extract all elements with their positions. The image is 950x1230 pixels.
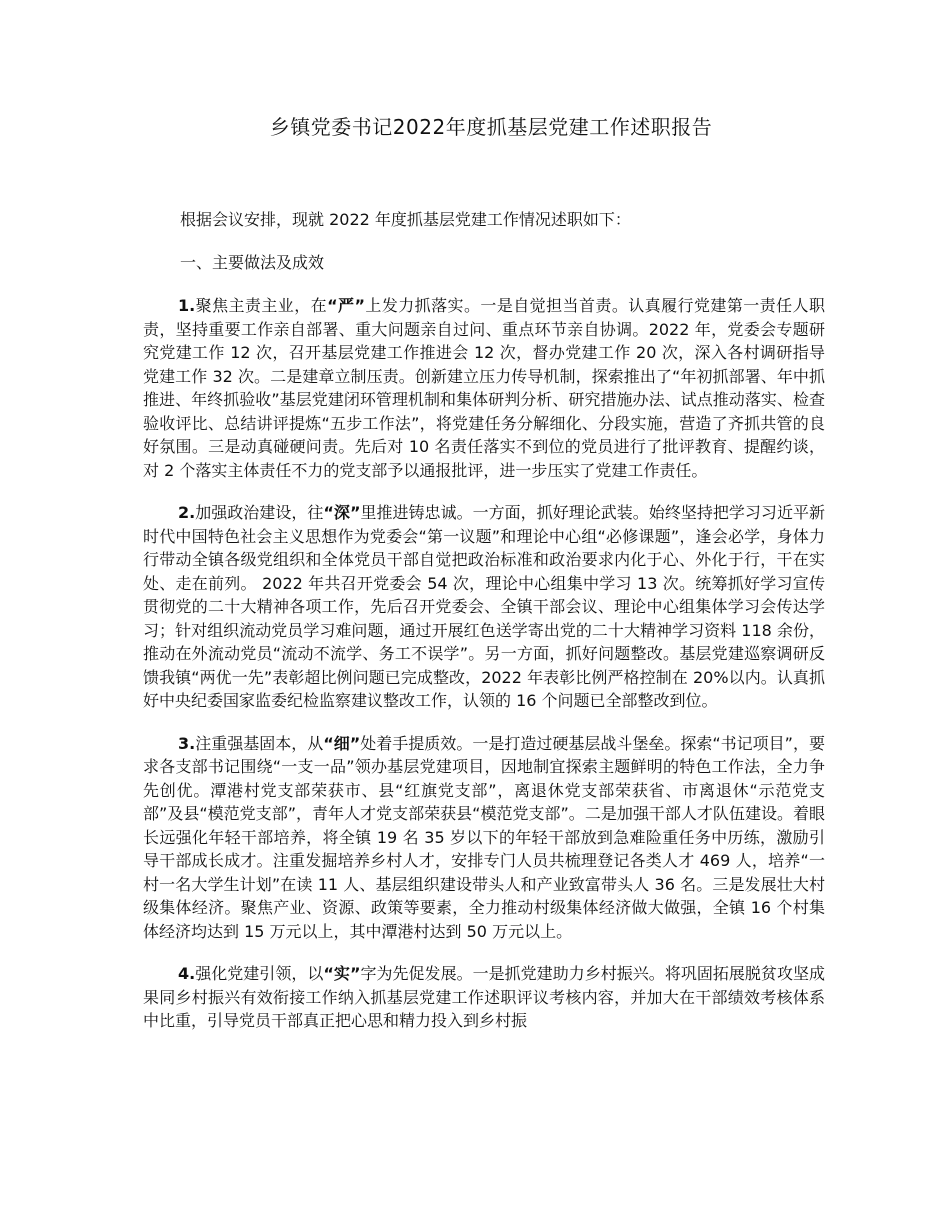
intro-paragraph: 根据会议安排，现就 2022 年度抓基层党建工作情况述职如下： [180,210,631,229]
paragraph-body: 字为先促发展。一是抓党建助力乡村振兴。将巩固拓展脱贫攻坚成果同乡村振兴有效衔接工作纳入抓基层党建工作述职评议考核内容，并加大在干部绩效考核体系中比重，引导党员干部真正把心思和精力投入到乡村振 [143,964,825,1030]
paragraph-number: 4. [178,964,196,983]
paragraph-keyword: “严” [327,296,365,315]
paragraph-body: 上发力抓落实。一是自觉担当首责。认真履行党建第一责任人职责，坚持重要工作亲自部署、重大问题亲自过问、重点环节亲自协调。2022 年，党委会专题研究党建工作 12 次，召开基层党建工作推进会 12 次，督办党建工作 20 次，深入各村调研指导党建工作 32 次。二是建章立制压责。创新建立压力传导机制，探索推出了“年初抓部署、年中抓推进、年终抓验收”基层党建闭环管理机制和集体研判分析、研究措施办法、试点推动落实、检查验收评比、总结讲评提炼“五步工作法”，将党建任务分解细化、分段实施，营造了齐抓共管的良好氛围。三是动真碰硬问责。先后对 10 名责任落实不到位的党员进行了批评教育、提醒约谈，对 2 个落实主体责任不力的党支部予以通报批评，进一步压实了党建工作责任。 [143,296,825,480]
paragraph-3 [143,732,825,944]
paragraph-number: 3. [178,733,196,753]
paragraph-lead: 聚焦主责主业，在 [195,296,328,315]
paragraph-lead: 加强政治建设，往 [195,503,324,522]
paragraph-lead: 注重强基固本，从 [195,733,324,753]
paragraph-lead: 强化党建引领，以 [195,964,324,983]
paragraph-number: 1. [178,296,196,315]
paragraph-body: 处着手提质效。一是打造过硬基层战斗堡垒。探索“书记项目”，要求各支部书记围绕“一支一品”领办基层党建项目，因地制宜探索主题鲜明的特色工作法，全力争先创优。潭港村党支部荣获市、县“红旗党支部”，离退休党支部荣获省、市离退休“示范党支部”及县“模范党支部”，青年人才党支部荣获县“模范党支部”。二是加强干部人才队伍建设。着眼长远强化年轻干部培养，将全镇 19 名 35 岁以下的年轻干部放到急难险重任务中历练，激励引导干部成长成才。注重发掘培养乡村人才，安排专门人员共梳理登记各类人才 469 人，培养“一村一名大学生计划”在读 11 人、基层组织建设带头人和产业致富带头人 36 名。三是发展壮大村级集体经济。聚焦产业、资源、政策等要素，全力推动村级集体经济做大做强，全镇 16 个村集体经济均达到 15 万元以上，其中潭港村达到 50 万元以上。 [143,733,825,941]
document-title: 乡镇党委书记2022年度抓基层党建工作述职报告 [269,115,713,139]
paragraph-keyword: “实” [323,964,361,983]
paragraph-1 [143,294,825,482]
paragraph-number: 2. [178,503,196,522]
paragraph-keyword: “深” [323,503,361,522]
paragraph-keyword: “细” [323,733,361,753]
paragraph-2 [143,501,825,713]
paragraph-body: 里推进铸忠诚。一方面，抓好理论武装。始终坚持把学习习近平新时代中国特色社会主义思想作为党委会“第一议题”和理论中心组“必修课题”，逢会必学，身体力行带动全镇各级党组织和全体党员干部自觉把政治标准和政治要求内化于心、外化于行，干在实处、走在前列。 2022 年共召开党委会 54 次，理论中心组集中学习 13 次。统筹抓好学习宣传贯彻党的二十大精神各项工作，先后召开党委会、全镇干部会议、理论中心组集体学习会传达学习；针对组织流动党员学习难问题，通过开展红色送学寄出党的二十大精神学习资料 118 余份，推动在外流动党员“流动不流学、务工不误学”。另一方面，抓好问题整改。基层党建巡察调研反馈我镇“两优一先”表彰超比例问题已完成整改，2022 年表彰比例严格控制在 20%以内。认真抓好中央纪委国家监委纪检监察建议整改工作，认领的 16 个问题已全部整改到位。 [143,503,825,710]
paragraph-4 [143,962,825,1033]
section-heading: 一、主要做法及成效 [180,253,325,272]
